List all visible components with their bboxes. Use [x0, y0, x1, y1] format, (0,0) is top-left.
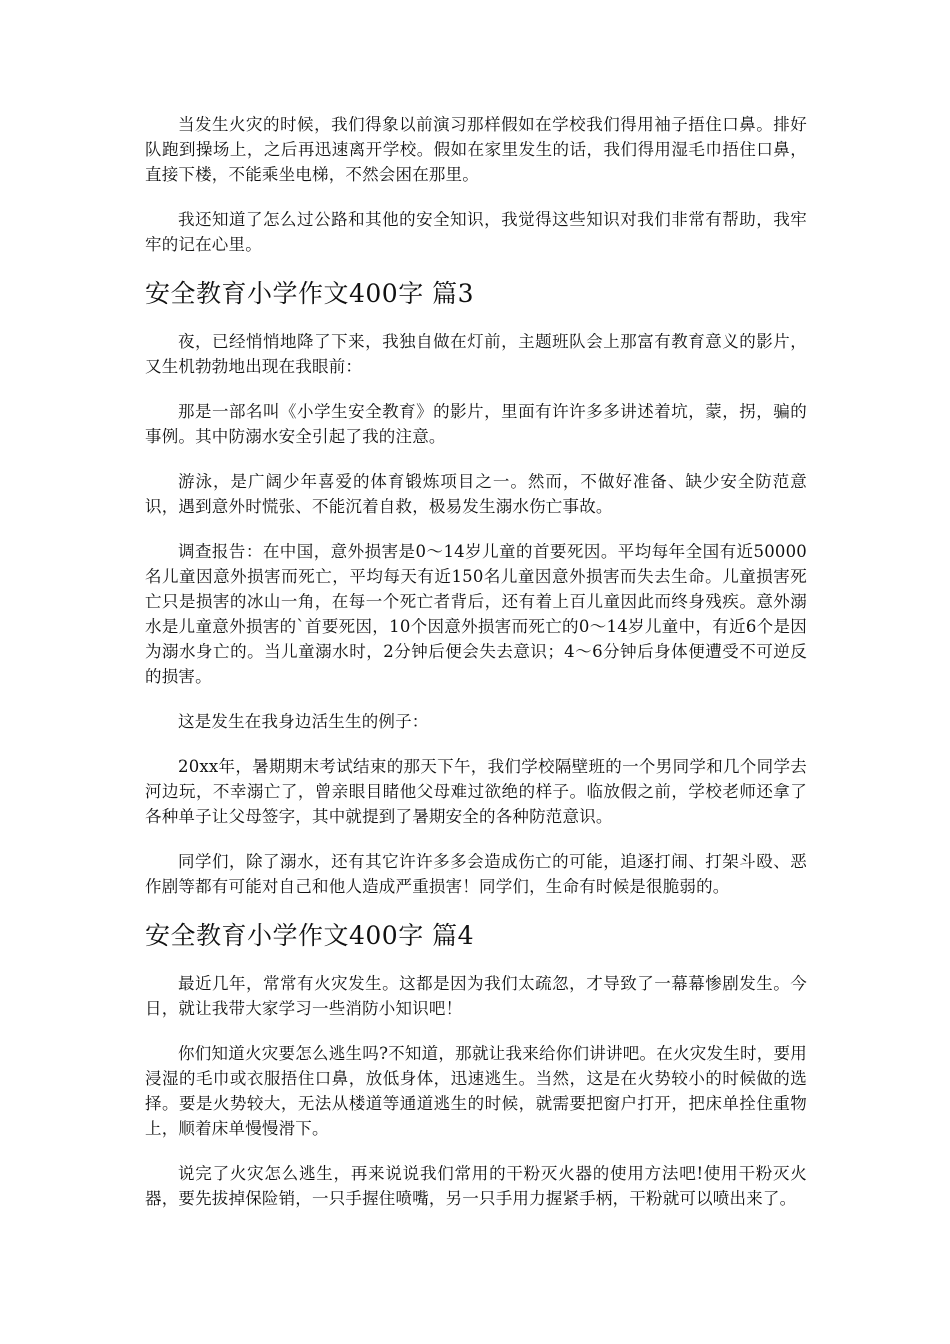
paragraph: 那是一部名叫《小学生安全教育》的影片，里面有许许多多讲述着坑，蒙，拐，骗的事例。其中防溺水安全引起了我的注意。 — [145, 402, 807, 446]
paragraph: 同学们，除了溺水，还有其它许许多多会造成伤亡的可能，追逐打闹、打架斗殴、恶作剧等都有可能对自己和他人造成严重损害！同学们，生命有时候是很脆弱的。 — [145, 852, 807, 896]
paragraph: 说完了火灾怎么逃生，再来说说我们常用的干粉灭火器的使用方法吧!使用干粉灭火器，要先拔掉保险销，一只手握住喷嘴，另一只手用力握紧手柄，干粉就可以喷出来了。 — [145, 1164, 807, 1208]
paragraph: 当发生火灾的时候，我们得象以前演习那样假如在学校我们得用袖子捂住口鼻。排好队跑到操场上，之后再迅速离开学校。假如在家里发生的话，我们得用湿毛巾捂住口鼻，直接下楼，不能乘坐电梯，不然会困在那里。 — [145, 115, 807, 184]
section-intro — [145, 112, 807, 257]
section-heading: 安全教育小学作文400字 篇4 — [145, 921, 475, 950]
paragraph: 调查报告：在中国，意外损害是0～14岁儿童的首要死因。平均每年全国有近50000名儿童因意外损害而死亡，平均每天有近150名儿童因意外损害而失去生命。儿童损害死亡只是损害的冰山一角，在每一个死亡者背后，还有着上百儿童因此而终身残疾。意外溺水是儿童意外损害的`首要死因，10个因意外损害而死亡的0～14岁儿童中，有近6个是因为溺水身亡的。当儿童溺水时，2分钟后便会失去意识；4～6分钟后身体便遭受不可逆反的损害。 — [145, 542, 807, 686]
document-page — [145, 112, 807, 1231]
section-essay-4 — [145, 919, 807, 1211]
paragraph: 我还知道了怎么过公路和其他的安全知识，我觉得这些知识对我们非常有帮助，我牢牢的记在心里。 — [145, 210, 807, 254]
paragraph: 你们知道火灾要怎么逃生吗?不知道，那就让我来给你们讲讲吧。在火灾发生时，要用浸湿的毛巾或衣服捂住口鼻，放低身体，迅速逃生。当然，这是在火势较小的时候做的选择。要是火势较大，无法从楼道等通道逃生的时候，就需要把窗户打开，把床单拴住重物上，顺着床单慢慢滑下。 — [145, 1044, 807, 1138]
paragraph: 夜，已经悄悄地降了下来，我独自做在灯前，主题班队会上那富有教育意义的影片，又生机勃勃地出现在我眼前： — [145, 332, 807, 376]
paragraph: 游泳，是广阔少年喜爱的体育锻炼项目之一。然而，不做好准备、缺少安全防范意识，遇到意外时慌张、不能沉着自救，极易发生溺水伤亡事故。 — [145, 472, 807, 516]
section-essay-3 — [145, 277, 807, 899]
section-heading: 安全教育小学作文400字 篇3 — [145, 279, 475, 308]
paragraph: 最近几年，常常有火灾发生。这都是因为我们太疏忽，才导致了一幕幕惨剧发生。今日，就让我带大家学习一些消防小知识吧！ — [145, 974, 807, 1018]
paragraph: 这是发生在我身边活生生的例子： — [178, 712, 429, 731]
paragraph: 20xx年，暑期期末考试结束的那天下午，我们学校隔壁班的一个男同学和几个同学去河边玩，不幸溺亡了，曾亲眼目睹他父母难过欲绝的样子。临放假之前，学校老师还拿了各种单子让父母签字，其中就提到了暑期安全的各种防范意识。 — [145, 757, 807, 826]
